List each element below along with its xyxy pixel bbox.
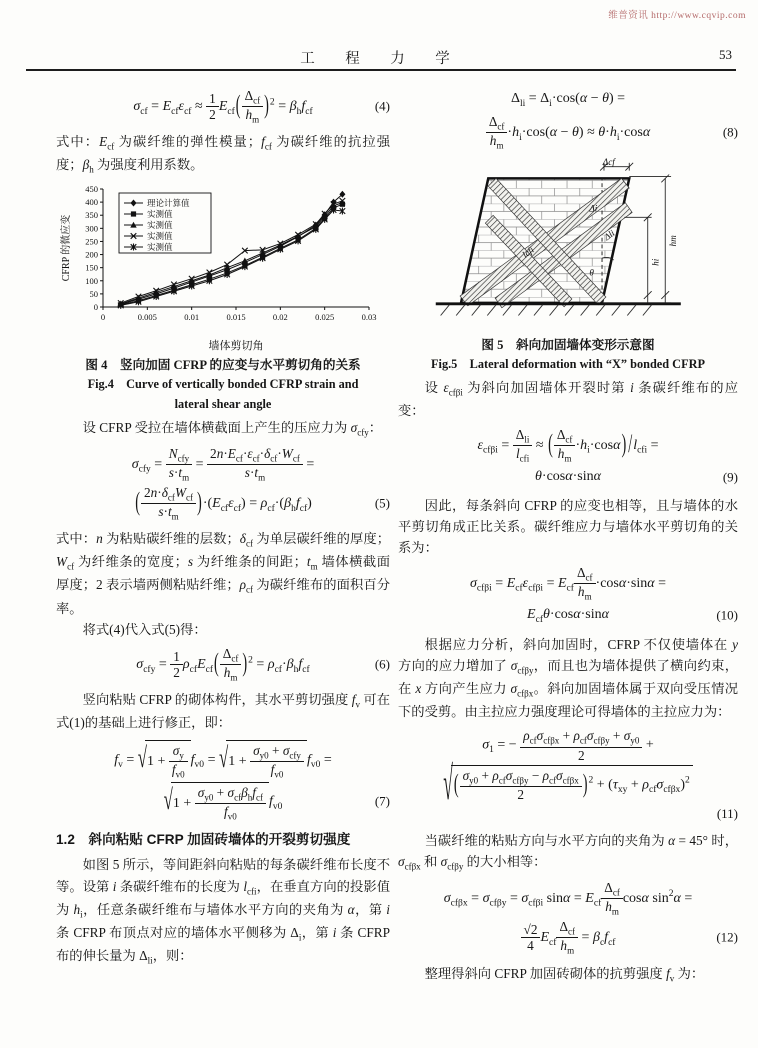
equation-7: $f_v = √1$ + $\frac{\sigma_y}{f_{v0}}$ $f_{v0} = √1$ + $\sigma_{y0} + \sigma_{cfy}$ $f_{v0}$ $f_{v0}$ = √1 + $\sigma_{y0} + \sigma_{cf}\beta_hf_{cf}$ $f_{v0}$ $f_{v0}$ (7) xyxy=(56,739,390,823)
equation-6: $\sigma_{cfy}$ = $\frac{1}{2}$ $\rho_{cf}E_{cf}$( $\Delta_{cf}$ $h_m$ )$^2 = \rho_{cf}\cdot\beta_hf_{cf}$ (6) xyxy=(136,646,390,683)
svg-text:0.005: 0.005 xyxy=(137,312,157,323)
svg-text:实测值: 实测值 xyxy=(147,242,173,253)
svg-text:0.03: 0.03 xyxy=(361,312,377,323)
equation-number: (10) xyxy=(716,607,738,623)
equation-number: (8) xyxy=(722,124,738,140)
svg-text:50: 50 xyxy=(89,289,98,300)
figure4-caption-en-1: Fig.4 Curve of vertically bonded CFRP strain and xyxy=(87,377,359,392)
equation-number: (11) xyxy=(716,806,738,822)
right-column xyxy=(398,82,738,986)
paragraph-alpha-45: 当碳纤维的粘贴方向与水平方向的夹角为 α = 45° 时，$\sigma_{cf\beta x}$ 和 $\sigma_{cf\beta y}$ 的大小相等： xyxy=(398,832,738,872)
left-column xyxy=(56,82,390,968)
equation-8: $\Delta_{li} = \Delta_i\cdot\cos(\alpha - \theta)$ = $\Delta_{cf}$ $h_m$ $\cdot h_i\cdot\cos(\alpha - \theta) \approx \theta\cdot h_i\cdot\cos\alpha$ (8) xyxy=(398,87,738,152)
label-delta-li: Δli xyxy=(602,227,617,243)
figure5-caption-zh: 图 5 斜向加固墙体变形示意图 xyxy=(481,338,655,353)
label-l-cfi: lcfi xyxy=(520,244,536,260)
figure-4 xyxy=(56,181,390,414)
header-rule xyxy=(26,69,736,71)
equation-number: (5) xyxy=(374,495,390,511)
paragraph-eq4-note: 式中：$E_{cf}$ 为碳纤维的弹性模量；$f_{cf}$ 为碳纤维的抗拉强度；$\beta_h$ 为强度利用系数。 xyxy=(56,134,391,175)
figure4-caption-en-2: lateral shear angle xyxy=(174,397,272,412)
svg-text:实测值: 实测值 xyxy=(147,231,173,242)
svg-text:0.02: 0.02 xyxy=(272,312,288,323)
cqvip-watermark: 维普资讯 http://www.cqvip.com xyxy=(608,11,746,21)
svg-text:CFRP 的微应变: CFRP 的微应变 xyxy=(61,215,72,282)
equation-number: (12) xyxy=(716,929,738,945)
paragraph-therefore: 因此，每条斜向 CFRP 的应变也相等，且与墙体的水平剪切角成正比关系。碳纤维应力与墙体水平剪切角的关系为： xyxy=(398,497,738,556)
svg-text:理论计算值: 理论计算值 xyxy=(147,198,190,209)
label-delta-cf: Δcf xyxy=(602,157,615,167)
equation-11: $\sigma_1$ = − $\rho_{cf}\sigma_{cf\beta x} + \rho_{cf}\sigma_{cf\beta y} + \sigma_{y0}$ 2 + √( $\sigma_{y0} + \rho_{cf}\sigma_{cf\beta y} - \rho_{cf}\sigma_{cf\beta x}$ 2 )$^2 + (\tau_{xy} + \rho_{cf}\sigma_{cf\beta x})^2$ (11) xyxy=(398,727,738,824)
svg-text:实测值: 实测值 xyxy=(147,209,173,220)
figure-5 xyxy=(398,157,738,375)
label-theta: θ xyxy=(589,267,594,278)
journal-title: 工 程 力 学 xyxy=(300,51,458,67)
paragraph-stress-analysis: 根据应力分析，斜向加固时，CFRP 不仅使墙体在 y 方向的应力增加了 $\sigma_{cf\beta y}$，而且也为墙体提供了横向约束，在 x 方向产生应力 $\sigma_{cf\beta x}$。斜向加固墙体属于双向受压情况下的受剪。由主拉应力强度理论可得墙体的主拉应力为： xyxy=(398,636,739,720)
ground-hatching xyxy=(441,305,652,316)
svg-text:200: 200 xyxy=(85,249,98,260)
svg-text:0: 0 xyxy=(100,312,106,323)
figure4-chart xyxy=(56,181,390,353)
label-h-m: hm xyxy=(667,235,678,247)
svg-text:0.01: 0.01 xyxy=(184,312,200,323)
paragraph-substitute: 将式(4)代入式(5)得： xyxy=(82,621,207,637)
equation-number: (6) xyxy=(374,656,390,672)
paragraph-sigma-cfy: 设 CFRP 受拉在墙体横截面上产生的压应力为 $\sigma_{cfy}$： xyxy=(82,419,383,438)
svg-text:实测值: 实测值 xyxy=(147,220,173,231)
section-heading-1-2: 1.2 斜向粘贴 CFRP 加固砖墙体的开裂剪切强度 xyxy=(56,831,351,847)
paragraph-eq5-note: 式中：n 为粘贴碳纤维的层数；$\delta_{cf}$ 为单层碳纤维的厚度；$W_{cf}$ 为纤维条的宽度；s 为纤维条的间距；$t_m$ 墙体横截面厚度；2 表示墙两侧粘贴纤维；$\rho_{cf}$ 为碳纤维布的面积百分率。 xyxy=(56,531,391,616)
svg-text:0: 0 xyxy=(93,302,98,313)
figure5-caption-en: Fig.5 Lateral deformation with “X” bonded CFRP xyxy=(431,357,705,372)
svg-text:450: 450 xyxy=(85,184,98,195)
equation-5: $\sigma_{cfy}$ = $N_{cfy}$ $s\cdot t_m$ = $2n\cdot E_{cf}\cdot\varepsilon_{cf}\cdot\delta_{cf}\cdot W_{cf}$ $s\cdot t_m$ = ( $2n\cdot\delta_{cf}W_{cf}$ $s\cdot t_m$ )$\cdot(E_{cf}\varepsilon_{cf}) = \rho_{cf}\cdot(\beta_hf_{cf})$ (5) xyxy=(131,445,390,522)
svg-text:250: 250 xyxy=(85,236,98,247)
svg-text:100: 100 xyxy=(85,276,98,287)
svg-text:0.015: 0.015 xyxy=(226,312,246,323)
equation-12: $\sigma_{cf\beta x} = \sigma_{cf\beta y} = \sigma_{cf\beta i}$ $\sin\alpha = E_{cf}$ $\Delta_{cf}$ $h_m$ cosα $\sin^2\alpha$ = $\frac{√2}{4}$ $E_{cf}$ $\Delta_{cf}$ $h_m$ = $\beta_cf_{cf}$ (12) xyxy=(443,880,738,957)
svg-text:墙体剪切角: 墙体剪切角 xyxy=(208,340,264,353)
equation-number: (7) xyxy=(374,793,390,809)
figure4-caption-zh: 图 4 竖向加固 CFRP 的应变与水平剪切角的关系 xyxy=(85,358,361,373)
svg-text:0.025: 0.025 xyxy=(315,312,335,323)
equation-10: $\sigma_{cf\beta i} = E_{cf}\varepsilon_{cf\beta i} = E_{cf}$ $\Delta_{cf}$ $h_m$ ·cosα·sinα = $E_{cf}\theta\cdot\cos\alpha\cdot\sin\alpha$ (10) xyxy=(469,564,738,625)
equation-4: $\sigma_{cf} = E_{cf}\varepsilon_{cf}$ ≈ $\frac{1}{2}$ $E_{cf}$( $\Delta_{cf}$ $h_m$ )$^2 = \beta_hf_{cf}$ (4) xyxy=(133,88,390,125)
label-delta-i: Δi xyxy=(589,203,598,214)
equation-number: (9) xyxy=(722,469,738,485)
paragraph-final: 整理得斜向 CFRP 加固砖砌体的抗剪强度 $f_v$ 为： xyxy=(424,965,705,984)
svg-text:400: 400 xyxy=(85,197,98,208)
paragraph-vertical-cfrp: 竖向粘贴 CFRP 的砌体构件，其水平剪切强度 $f_v$ 可在式(1)的基础上进行修正，即： xyxy=(56,692,390,731)
label-h-i: hi xyxy=(650,258,661,267)
paragraph-fig5-intro: 如图 5 所示，等间距斜向粘贴的每条碳纤维布长度不等。设第 i 条碳纤维布的长度为 $l_{cfi}$，在垂直方向的投影值为 $h_i$，任意条碳纤维布与墙体水平方向的夹角为 α，第 i 条 CFRP 布顶点对应的墙体水平侧移为 $\Delta_i$，第 i 条 CFRP 布的伸长量为 $\Delta_{li}$，则： xyxy=(56,857,391,966)
paragraph-epsilon: 设 $\varepsilon_{cf\beta i}$ 为斜向加固墙体开裂时第 i 条碳纤维布的应变： xyxy=(398,379,739,419)
svg-text:300: 300 xyxy=(85,223,98,234)
svg-text:150: 150 xyxy=(85,263,98,274)
equation-number: (4) xyxy=(374,98,390,114)
svg-text:350: 350 xyxy=(85,210,98,221)
equation-9: $\varepsilon_{cf\beta i}$ = $\Delta_{li}$ $l_{cfi}$ ≈ ( $\Delta_{cf}$ $h_m$ $\cdot h_i\cdot\cos\alpha$) $/l_{cfi}$ = θ·cosα·sinα (9) xyxy=(398,426,738,489)
figure5-wall-diagram xyxy=(422,157,714,333)
page-number: 53 xyxy=(719,47,732,62)
